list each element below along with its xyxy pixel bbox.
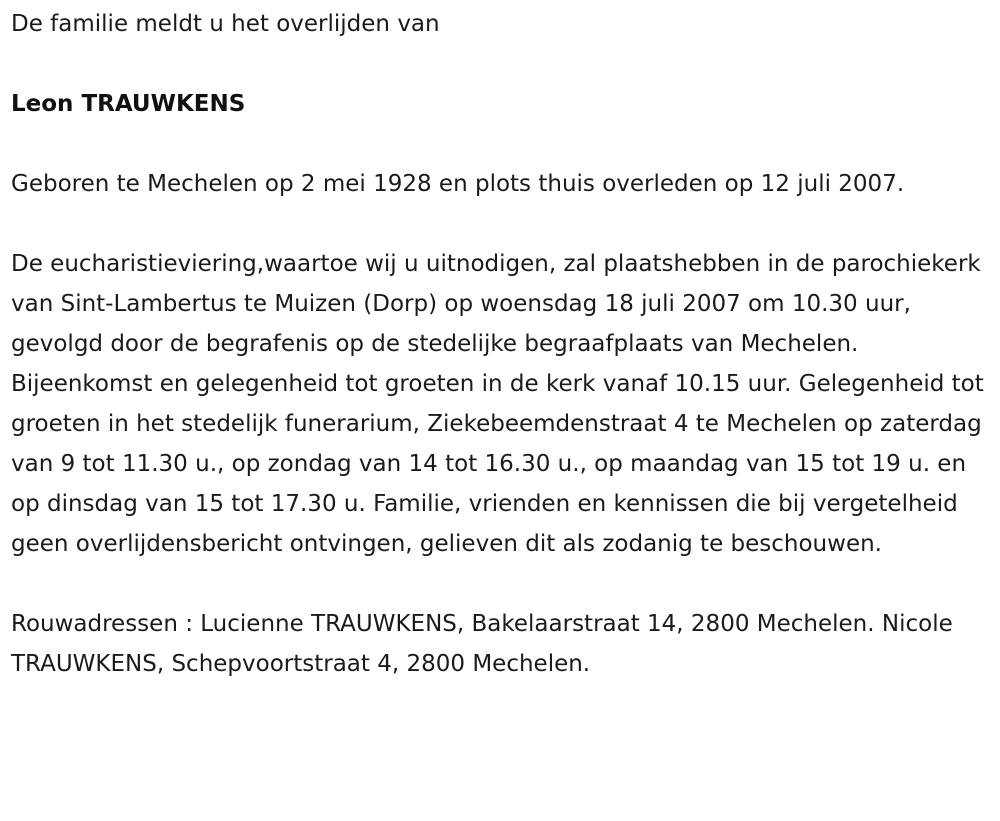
- mourning-addresses: Rouwadressen : Lucienne TRAUWKENS, Bakelaarstraat 14, 2800 Mechelen. Nicole TRAUWKENS, Schepvoortstraat 4, 2800 Mechelen.: [11, 611, 953, 677]
- birth-death-text: Geboren te Mechelen op 2 mei 1928 en plots thuis overleden op 12 juli 2007.: [11, 171, 905, 197]
- ceremony-text: De eucharistieviering,waartoe wij u uitnodigen, zal plaatshebben in de parochiekerk van Sint-Lambertus te Muizen (Dorp) op woensdag 18 juli 2007 om 10.30 uur, gevolgd door de begrafenis op de stedelijke begraafplaats van Mechelen. Bijeenkomst en gelegenheid tot groeten in de kerk vanaf 10.15 uur. Gelegenheid tot groeten in het stedelijk funerarium, Ziekebeemdenstraat 4 te Mechelen op zaterdag van 9 tot 11.30 u., op zondag van 14 tot 16.30 u., op maandag van 15 tot 19 u. en op dinsdag van 15 tot 17.30 u. Familie, vrienden en kennissen die bij vergetelheid geen overlijdensbericht ontvingen, gelieven dit als zodanig te beschouwen.: [11, 251, 984, 557]
- deceased-name: Leon TRAUWKENS: [11, 91, 246, 117]
- intro-text: De familie meldt u het overlijden van: [11, 11, 440, 37]
- death-notice: [11, 4, 986, 684]
